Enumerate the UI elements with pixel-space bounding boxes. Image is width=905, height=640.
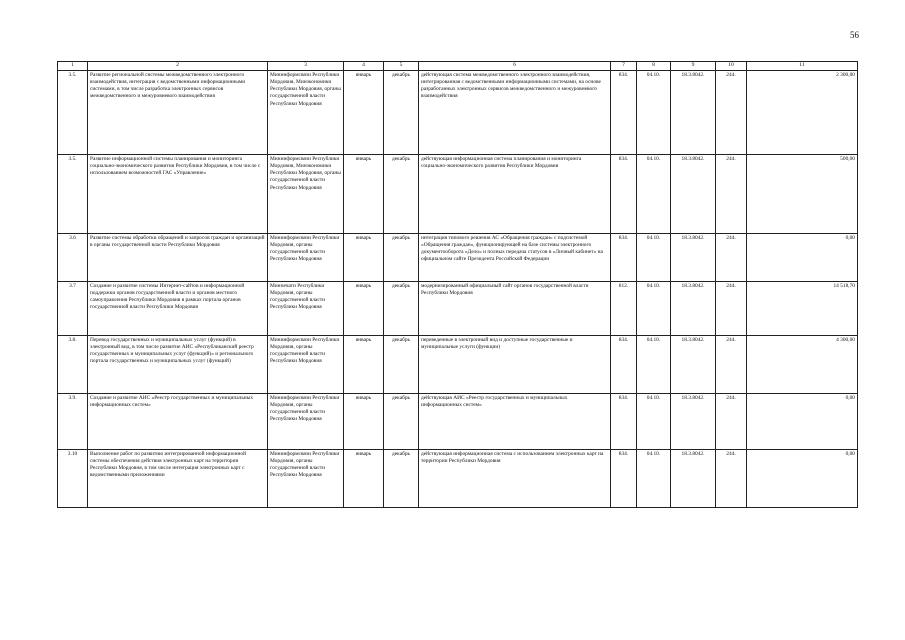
budget-code-7: 834. bbox=[611, 335, 637, 393]
executor: Мининформсвязи Республики Мордовия, Минэкономики Республики Мордовия, органы государственной власти Республики Мордовия bbox=[268, 154, 344, 233]
table-row bbox=[58, 449, 858, 507]
budget-code-7: 812. bbox=[611, 281, 637, 335]
amount: 0,00 bbox=[747, 393, 858, 449]
column-header: 1 bbox=[58, 62, 88, 71]
amount: 0,00 bbox=[747, 449, 858, 507]
budget-code-7: 834. bbox=[611, 70, 637, 154]
amount: 14 518,70 bbox=[747, 281, 858, 335]
budget-code-10: 244. bbox=[716, 281, 747, 335]
start-month: январь bbox=[344, 449, 384, 507]
activity-name: Развитие системы обработки обращений и запросов граждан и организаций в органы государственной власти Республики Мордовия bbox=[88, 233, 268, 281]
activity-name: Развитие региональной системы межведомственного электронного взаимодействия, интеграция с ведомственными информационными системами, в том числе разработка электронных сервисов межведомственного и межуровневого взаимодействия bbox=[88, 70, 268, 154]
column-header: 11 bbox=[747, 62, 858, 71]
expected-result: действующая АИС «Реестр государственных и муниципальных информационных систем» bbox=[419, 393, 611, 449]
expected-result: переведенные в электронный вид и доступные государственные и муниципальные услуги (функции) bbox=[419, 335, 611, 393]
column-header: 3 bbox=[268, 62, 344, 71]
end-month: декабрь bbox=[384, 335, 419, 393]
amount: 2 300,00 bbox=[747, 70, 858, 154]
end-month: декабрь bbox=[384, 233, 419, 281]
column-header: 8 bbox=[637, 62, 671, 71]
row-number: 3.7 bbox=[58, 281, 88, 335]
budget-code-9: 18.3.8042. bbox=[671, 233, 716, 281]
budget-code-8: 04.10. bbox=[637, 70, 671, 154]
budget-code-10: 244. bbox=[716, 449, 747, 507]
budget-code-10: 244. bbox=[716, 154, 747, 233]
activity-name: Создание и развитие системы Интернет-сайтов и информационной поддержки органов государственной власти и органов местного самоуправления Республики Мордовия в рамках портала органов государственной власти Республики Мордовия bbox=[88, 281, 268, 335]
budget-code-7: 834. bbox=[611, 154, 637, 233]
table-row bbox=[58, 281, 858, 335]
budget-code-7: 834. bbox=[611, 393, 637, 449]
table-row bbox=[58, 233, 858, 281]
budget-code-8: 04.10. bbox=[637, 449, 671, 507]
budget-code-9: 18.3.8042. bbox=[671, 281, 716, 335]
executor: Мининформсвязи Республики Мордовия, органы государственной власти Республики Мордовия bbox=[268, 449, 344, 507]
row-number: 3.10 bbox=[58, 449, 88, 507]
executor: Мининформсвязи Республики Мордовия, органы государственной власти Республики Мордовия bbox=[268, 393, 344, 449]
column-header: 2 bbox=[88, 62, 268, 71]
start-month: январь bbox=[344, 233, 384, 281]
budget-code-10: 244. bbox=[716, 335, 747, 393]
start-month: январь bbox=[344, 281, 384, 335]
budget-code-8: 04.10. bbox=[637, 154, 671, 233]
executor: Мининформсвязи Республики Мордовия, органы государственной власти Республики Мордовия bbox=[268, 335, 344, 393]
amount: 0,00 bbox=[747, 233, 858, 281]
end-month: декабрь bbox=[384, 449, 419, 507]
table-row bbox=[58, 335, 858, 393]
budget-code-9: 18.3.8042. bbox=[671, 393, 716, 449]
activity-name: Создание и развитие АИС «Реестр государственных и муниципальных информационных систем» bbox=[88, 393, 268, 449]
amount: 4 300,00 bbox=[747, 335, 858, 393]
column-header: 7 bbox=[611, 62, 637, 71]
budget-code-9: 18.3.8042. bbox=[671, 154, 716, 233]
budget-code-10: 244. bbox=[716, 393, 747, 449]
row-number: 3.6 bbox=[58, 233, 88, 281]
row-number: 3.8. bbox=[58, 335, 88, 393]
activity-name: Перевод государственных и муниципальных услуг (функций) в электронный вид, в том числе развитие АИС «Республиканский реестр государственных и муниципальных услуг (функций)» и регионального портала государственных и муниципальных услуг (функций) bbox=[88, 335, 268, 393]
executor: Мининформсвязи Республики Мордовия, Минэкономики Республики Мордовия, органы государственной власти Республики Мордовия bbox=[268, 70, 344, 154]
table-row bbox=[58, 154, 858, 233]
executor: Минпечати Республики Мордовия, органы государственной власти Республики Мордовия bbox=[268, 281, 344, 335]
column-header: 10 bbox=[716, 62, 747, 71]
column-header: 4 bbox=[344, 62, 384, 71]
column-header: 5 bbox=[384, 62, 419, 71]
activity-name: Выполнение работ по развитию интегрированной информационной системы обеспечения действия электронных карт на территории Республики Мордовия, в том числе интеграция электронных карт с ведомственными приложениями bbox=[88, 449, 268, 507]
expected-result: интеграция типового решения АС «Обращения граждан» с подсистемой «Обращения граждан», функционирующей на базе системы электронного документооборота «Дело» и полных передача статусов в «Личный кабинет» на официальном сайте Президента Российской Федерации bbox=[419, 233, 611, 281]
table-row bbox=[58, 393, 858, 449]
budget-code-8: 04.10. bbox=[637, 393, 671, 449]
row-number: 3.5. bbox=[58, 70, 88, 154]
end-month: декабрь bbox=[384, 154, 419, 233]
program-activities-table bbox=[57, 61, 858, 508]
row-number: 3.5. bbox=[58, 154, 88, 233]
table-row bbox=[58, 70, 858, 154]
activity-name: Развитие информационной системы планирования и мониторинга социально-экономического развития Республики Мордовия, в том числе с использованием возможностей ГАС «Управление» bbox=[88, 154, 268, 233]
expected-result: действующая информационная система с использованием электронных карт на территории Республики Мордовия bbox=[419, 449, 611, 507]
row-number: 3.9. bbox=[58, 393, 88, 449]
budget-code-9: 18.3.8042. bbox=[671, 335, 716, 393]
start-month: январь bbox=[344, 70, 384, 154]
end-month: декабрь bbox=[384, 70, 419, 154]
amount: 500,00 bbox=[747, 154, 858, 233]
end-month: декабрь bbox=[384, 393, 419, 449]
expected-result: действующая информационная система планирования и мониторинга социально-экономического развития Республики Мордовия bbox=[419, 154, 611, 233]
expected-result: модернизированный официальный сайт органов государственной власти Республики Мордовия bbox=[419, 281, 611, 335]
start-month: январь bbox=[344, 335, 384, 393]
budget-code-8: 04.10. bbox=[637, 233, 671, 281]
end-month: декабрь bbox=[384, 281, 419, 335]
budget-code-7: 834. bbox=[611, 233, 637, 281]
executor: Мининформсвязи Республики Мордовия, органы государственной власти Республики Мордовия bbox=[268, 233, 344, 281]
budget-code-10: 244. bbox=[716, 233, 747, 281]
budget-code-9: 18.3.8042. bbox=[671, 70, 716, 154]
budget-code-8: 04.10. bbox=[637, 281, 671, 335]
start-month: январь bbox=[344, 393, 384, 449]
budget-code-9: 18.3.8042. bbox=[671, 449, 716, 507]
budget-code-10: 244. bbox=[716, 70, 747, 154]
start-month: январь bbox=[344, 154, 384, 233]
column-header: 9 bbox=[671, 62, 716, 71]
budget-code-8: 04.10. bbox=[637, 335, 671, 393]
header-row bbox=[58, 62, 858, 71]
budget-code-7: 834. bbox=[611, 449, 637, 507]
column-header: 6 bbox=[419, 62, 611, 71]
page-number: 56 bbox=[850, 30, 859, 40]
expected-result: действующая система межведомственного электронного взаимодействия, интегрированная с ведомственными информационными системами, на основе разработанных электронных сервисов межведомственного и межуровневого взаимодействия bbox=[419, 70, 611, 154]
